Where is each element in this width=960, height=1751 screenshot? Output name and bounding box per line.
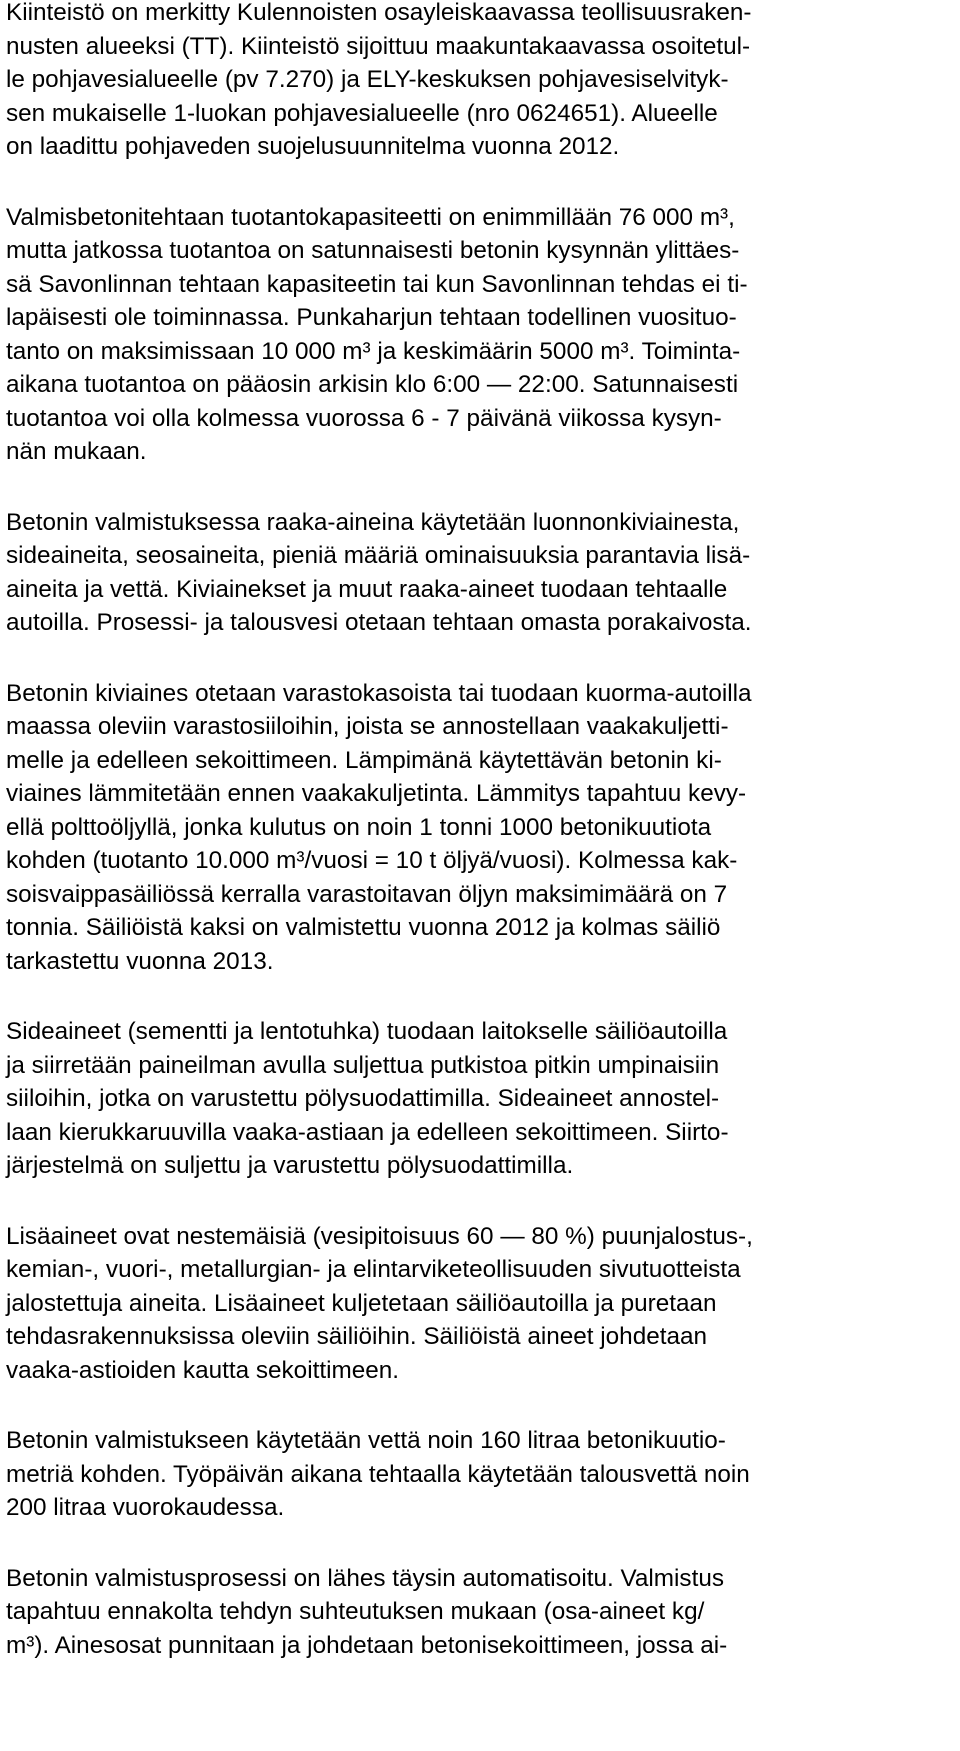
text-line: Betonin valmistusprosessi on lähes täysin automatisoitu. Valmistus: [6, 1564, 724, 1592]
paragraph-capacity: [6, 201, 954, 469]
text-line: tonnia. Säiliöistä kaksi on valmistettu vuonna 2012 ja kolmas säiliö: [6, 914, 721, 941]
paragraph-binders: [6, 1015, 954, 1183]
text-line: Kiinteistö on merkitty Kulennoisten osayleiskaavassa teollisuusraken-: [6, 0, 752, 26]
text-line: autoilla. Prosessi- ja talousvesi otetaan tehtaan omasta porakaivosta.: [6, 609, 752, 636]
text-line: on laadittu pohjaveden suojelusuunnitelma vuonna 2012.: [6, 133, 620, 160]
text-line: viaines lämmitetään ennen vaakakuljetinta. Lämmitys tapahtuu kevy-: [6, 780, 747, 807]
text-line: melle ja edelleen sekoittimeen. Lämpimänä käytettävän betonin ki-: [6, 746, 722, 774]
text-line: aikana tuotantoa on pääosin arkisin klo 6:00 — 22:00. Satunnaisesti: [6, 371, 739, 398]
text-line: soisvaippasäiliössä kerralla varastoitavan öljyn maksimimäärä on 7: [6, 880, 728, 908]
text-line: aineita ja vettä. Kiviainekset ja muut raaka-aineet tuodaan tehtaalle: [6, 575, 728, 603]
text-line: sideaineita, seosaineita, pieniä määriä ominaisuuksia parantavia lisä-: [6, 542, 751, 569]
text-line: vaaka-astioiden kautta sekoittimeen.: [6, 1356, 400, 1384]
paragraph-zoning: [6, 0, 954, 164]
text-line: Lisäaineet ovat nestemäisiä (vesipitoisuus 60 — 80 %) puunjalostus-,: [6, 1222, 753, 1250]
paragraph-aggregate: [6, 677, 954, 979]
text-line: kemian-, vuori-, metallurgian- ja elintarviketeollisuuden sivutuotteista: [6, 1256, 741, 1283]
text-line: Betonin valmistuksessa raaka-aineina käytetään luonnonkiviainesta,: [6, 508, 740, 536]
text-line: Betonin valmistukseen käytetään vettä noin 160 litraa betonikuutio-: [6, 1427, 726, 1454]
text-line: tehdasrakennuksissa oleviin säiliöihin. Säiliöistä aineet johdetaan: [6, 1323, 708, 1350]
paragraph-process: [6, 1562, 954, 1663]
text-line: ja siirretään paineilman avulla suljettua putkistoa pitkin umpinaisiin: [6, 1051, 720, 1079]
text-line: siiloihin, jotka on varustettu pölysuodattimilla. Sideaineet annostel-: [6, 1085, 720, 1112]
text-line: mutta jatkossa tuotantoa on satunnaisesti betonin kysynnän ylittäes-: [6, 237, 740, 264]
text-line: ellä polttoöljyllä, jonka kulutus on noin 1 tonni 1000 betonikuutiota: [6, 813, 712, 841]
text-line: Valmisbetonitehtaan tuotantokapasiteetti on enimmillään 76 000 m³,: [6, 203, 735, 231]
text-line: Betonin kiviaines otetaan varastokasoista tai tuodaan kuorma-autoilla: [6, 679, 752, 707]
paragraph-raw-materials: [6, 506, 954, 640]
paragraph-water: [6, 1424, 954, 1525]
text-line: laan kierukkaruuvilla vaaka-astiaan ja edelleen sekoittimeen. Siirto-: [6, 1118, 729, 1146]
text-line: sen mukaiselle 1-luokan pohjavesialueelle (nro 0624651). Alueelle: [6, 99, 718, 127]
text-line: tanto on maksimissaan 10 000 m³ ja keskimäärin 5000 m³. Toiminta-: [6, 337, 741, 365]
text-line: nän mukaan.: [6, 438, 147, 465]
text-line: tuotantoa voi olla kolmessa vuorossa 6 - 7 päivänä viikossa kysyn-: [6, 404, 722, 432]
text-line: le pohjavesialueelle (pv 7.270) ja ELY-keskuksen pohjavesiselvityk-: [6, 66, 729, 93]
paragraph-admixtures: [6, 1220, 954, 1388]
text-line: kohden (tuotanto 10.000 m³/vuosi = 10 t öljyä/vuosi). Kolmessa kak-: [6, 847, 738, 874]
text-line: m³). Ainesosat punnitaan ja johdetaan betonisekoittimeen, jossa ai-: [6, 1631, 728, 1659]
text-line: lapäisesti ole toiminnassa. Punkaharjun tehtaan todellinen vuosituo-: [6, 304, 737, 331]
text-line: tarkastettu vuonna 2013.: [6, 947, 274, 975]
text-line: nusten alueeksi (TT). Kiinteistö sijoittuu maakuntakaavassa osoitetul-: [6, 32, 751, 60]
text-line: maassa oleviin varastosiiloihin, joista se annostellaan vaakakuljetti-: [6, 713, 729, 740]
text-line: järjestelmä on suljettu ja varustettu pölysuodattimilla.: [6, 1152, 574, 1179]
text-line: metriä kohden. Työpäivän aikana tehtaalla käytetään talousvettä noin: [6, 1460, 750, 1488]
text-line: sä Savonlinnan tehtaan kapasiteetin tai kun Savonlinnan tehdas ei ti-: [6, 270, 748, 298]
text-line: 200 litraa vuorokaudessa.: [6, 1494, 285, 1521]
text-line: Sideaineet (sementti ja lentotuhka) tuodaan laitokselle säiliöautoilla: [6, 1018, 728, 1045]
text-line: jalostettuja aineita. Lisäaineet kuljetetaan säiliöautoilla ja puretaan: [6, 1289, 717, 1317]
text-line: tapahtuu ennakolta tehdyn suhteutuksen mukaan (osa-aineet kg/: [6, 1598, 705, 1625]
